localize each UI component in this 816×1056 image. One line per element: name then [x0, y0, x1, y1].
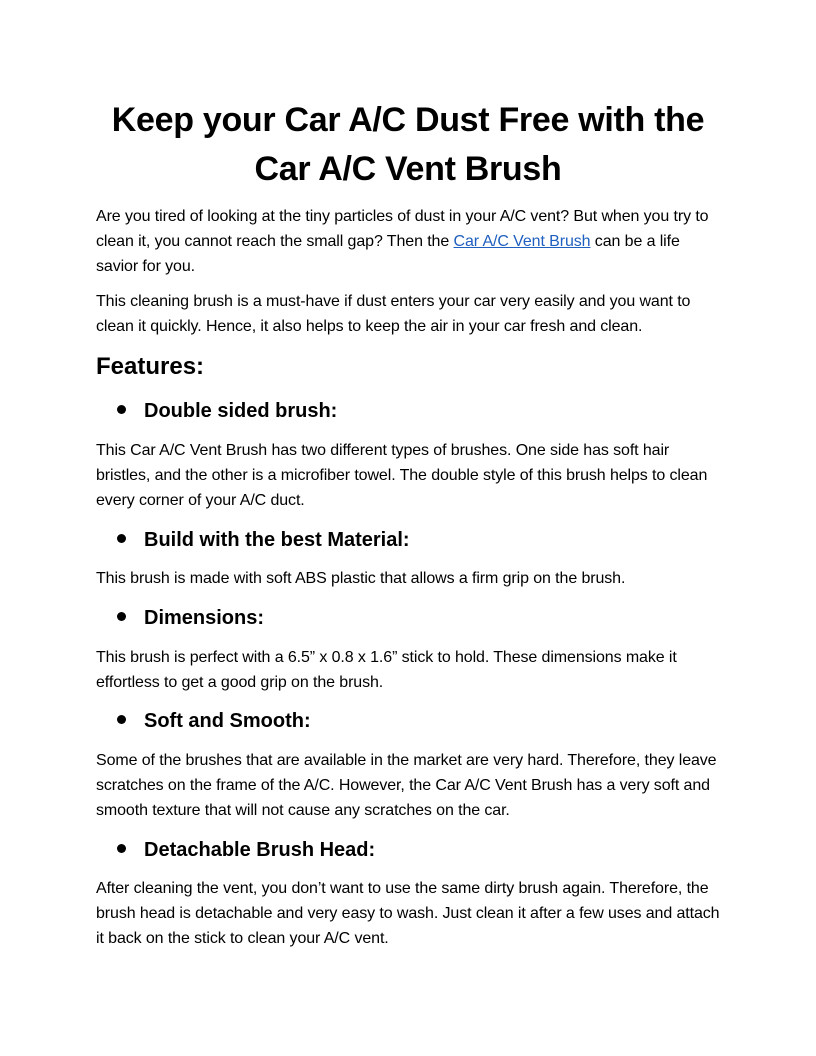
intro-paragraph-2: This cleaning brush is a must-have if dust enters your car very easily and you want to clean it quickly. Hence, it also helps to keep the air in your car fresh and clean.	[96, 293, 691, 335]
feature-heading-material	[117, 527, 410, 553]
intro-text-before-link: Are you tired of looking at the tiny particles of dust in your A/C vent? But when you try to clean it, you cannot reach the small gap? Then the	[96, 208, 709, 250]
title-line-1: Keep your Car A/C Dust Free with the	[111, 101, 705, 139]
car-ac-vent-brush-link[interactable]: Car A/C Vent Brush	[453, 233, 591, 250]
feature-heading-detachable	[117, 837, 375, 863]
bullet-icon	[117, 844, 126, 853]
feature-text-soft-smooth: Some of the brushes that are available in the market are very hard. Therefore, they leave scratches on the frame of the A/C. However, the Car A/C Vent Brush has a very soft and smooth texture that will not cause any scratches on the car.	[96, 752, 717, 819]
features-heading: Features:	[96, 353, 205, 380]
feature-text-material: This brush is made with soft ABS plastic that allows a firm grip on the brush.	[96, 570, 626, 587]
feature-title: Build with the best Material:	[144, 529, 410, 551]
feature-heading-soft-smooth	[117, 708, 311, 734]
feature-heading-double-sided	[117, 398, 337, 424]
intro-paragraph-1	[96, 204, 720, 279]
bullet-icon	[117, 405, 126, 414]
intro-text-after-link: can be a life savior for you.	[96, 233, 680, 275]
bullet-icon	[117, 715, 126, 724]
feature-text-dimensions: This brush is perfect with a 6.5” x 0.8 x 1.6” stick to hold. These dimensions make it effortless to get a good grip on the brush.	[96, 649, 677, 691]
title-line-2: Car A/C Vent Brush	[254, 150, 562, 188]
feature-text-detachable: After cleaning the vent, you don’t want to use the same dirty brush again. Therefore, the brush head is detachable and very easy to wash. Just clean it after a few uses and attach it back on the stick to clean your A/C vent.	[96, 880, 720, 947]
feature-title: Soft and Smooth:	[144, 710, 311, 732]
bullet-icon	[117, 534, 126, 543]
feature-title: Dimensions:	[144, 607, 265, 629]
feature-title: Detachable Brush Head:	[144, 839, 376, 861]
feature-heading-dimensions	[117, 605, 264, 631]
page-title	[96, 96, 720, 194]
feature-title: Double sided brush:	[144, 400, 338, 422]
feature-text-double-sided: This Car A/C Vent Brush has two different types of brushes. One side has soft hair bristles, and the other is a microfiber towel. The double style of this brush helps to clean every corner of your A/C duct.	[96, 442, 708, 509]
bullet-icon	[117, 612, 126, 621]
